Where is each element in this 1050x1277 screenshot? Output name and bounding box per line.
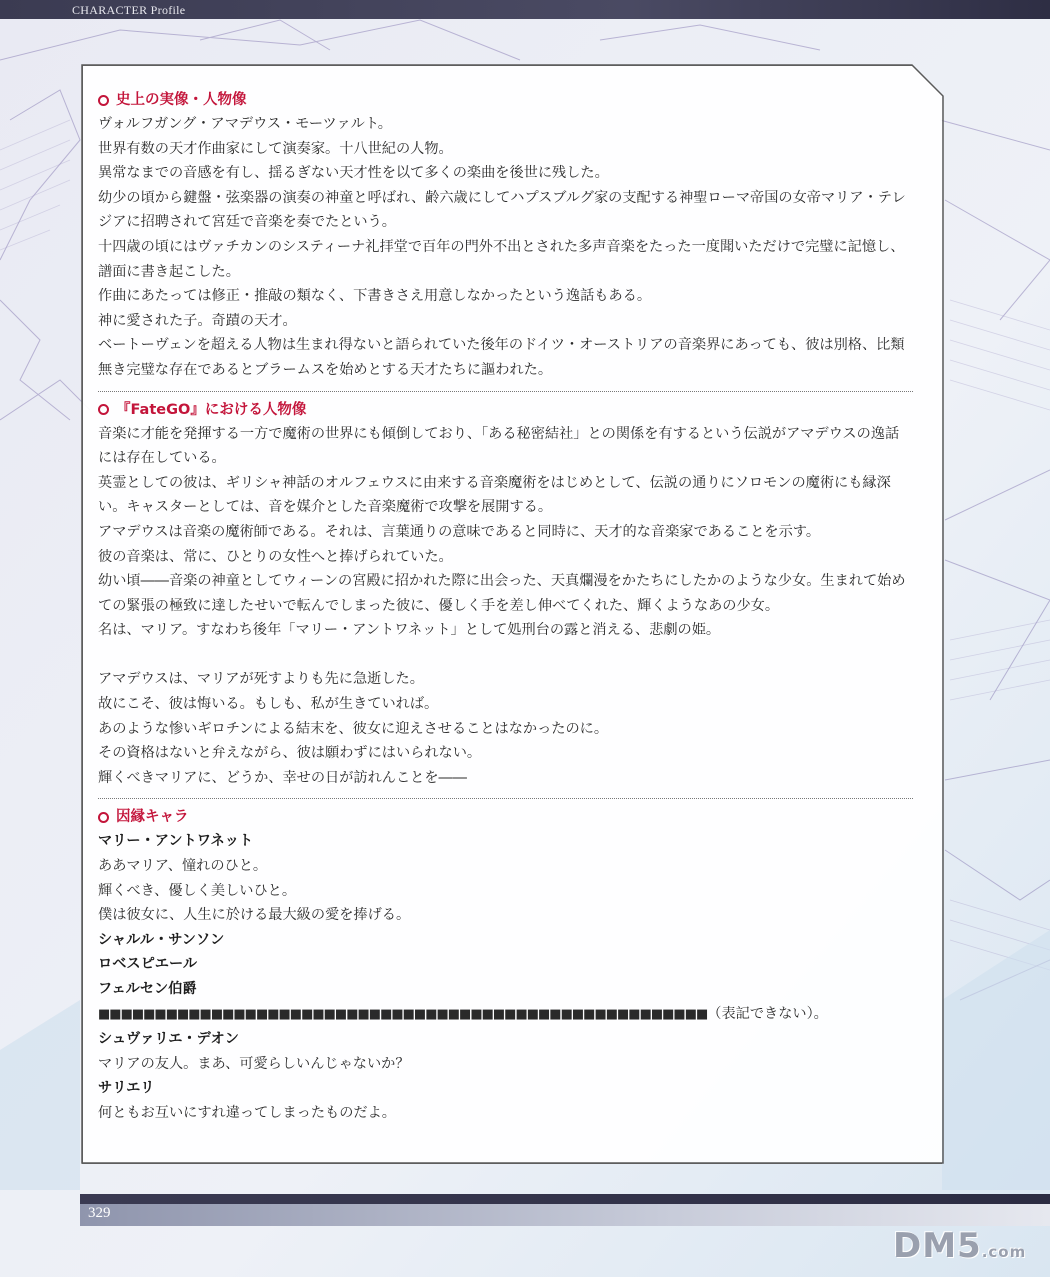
history-paragraph: ベートーヴェンを超える人物は生まれ得ないと語られていた後年のドイツ・オーストリアの音楽界にあっても、彼は別格、比類無き完璧な存在であるとブラームスを始めとする天才たちに謳われた。 <box>98 337 905 378</box>
related-character-line: ああマリア、憧れのひと。 <box>98 858 268 875</box>
redacted-note: （表記できない）。 <box>707 1005 828 1022</box>
fatego-paragraph: 名は、マリア。すなわち後年「マリー・アントワネット」として処刑台の露と消える、悲劇の姫。 <box>98 622 721 639</box>
fatego-paragraph: アマデウスは、マリアが死すよりも先に急逝した。 <box>98 671 424 688</box>
fatego-paragraph: あのような惨いギロチンによる結末を、彼女に迎えさせることはなかったのに。 <box>98 720 609 737</box>
fatego-paragraph: その資格はないと弁えながら、彼は願わずにはいられない。 <box>98 745 482 762</box>
footer-bar <box>80 1194 1050 1204</box>
related-character-name: マリー・アントワネット <box>98 833 254 850</box>
fatego-paragraph: 音楽に才能を発揮する一方で魔術の世界にも傾倒しており、「ある秘密結社」との関係を有するという伝説がアマデウスの逸話には存在している。 <box>98 425 900 467</box>
section-divider <box>98 391 913 392</box>
redacted-blocks: ■■■■■■■■■■■■■■■■■■■■■■■■■■■■■■■■■■■■■■■■■■■■■■■■■■■■■■ <box>98 1006 708 1022</box>
related-character-line: 僕は彼女に、人生に於ける最大級の愛を捧げる。 <box>98 907 411 924</box>
circle-bullet-icon <box>98 95 109 106</box>
related-character-name: フェルセン伯爵 <box>98 981 197 997</box>
history-paragraph: 異常なまでの音感を有し、揺るぎない天才性を以て多くの楽曲を後世に残した。 <box>98 165 609 182</box>
related-character-line: 輝くべき、優しく美しいひと。 <box>98 882 297 899</box>
related-character-name: シュヴァリエ・デオン <box>98 1031 239 1048</box>
history-paragraph: 作曲にあたっては修正・推敲の類なく、下書きさえ用意しなかったという逸話もある。 <box>98 288 652 305</box>
section-title-fatego: 『FateGO』における人物像 <box>98 398 913 422</box>
history-paragraph: 幼少の頃から鍵盤・弦楽器の演奏の神童と呼ばれ、齢六歳にしてハプスブルグ家の支配する神聖ローマ帝国の女帝マリア・テレジアに招聘されて宮廷で音楽を奏でたという。 <box>98 189 906 231</box>
fatego-paragraph: 幼い頃――音楽の神童としてウィーンの宮殿に招かれた際に出会った、天真爛漫をかたちにしたかのような少女。生まれて始めての緊張の極致に達したせいで転んでしまった彼に、優しく手を差し伸べてくれた、輝くようなあの少女。 <box>98 573 906 614</box>
circle-bullet-icon <box>98 812 109 823</box>
related-character-line: マリアの友人。まあ、可愛らしいんじゃないか？ <box>98 1055 410 1072</box>
fatego-paragraph: 故にこそ、彼は悔いる。もしも、私が生きていれば。 <box>98 696 439 713</box>
page-number-strip <box>80 1204 1050 1226</box>
circle-bullet-icon <box>98 404 109 415</box>
redacted-line <box>98 1002 913 1028</box>
site-watermark-logo: DM5.com <box>893 1226 1027 1266</box>
history-paragraph: 神に愛された子。奇蹟の天才。 <box>98 312 297 329</box>
related-character-name: シャルル・サンソン <box>98 931 225 948</box>
paragraph-spacer <box>98 643 913 668</box>
section-title-history: 史上の実像・人物像 <box>98 88 913 112</box>
related-character-name: サリエリ <box>98 1080 155 1097</box>
page-number: 329 <box>88 1205 111 1221</box>
fatego-paragraph: アマデウスは音楽の魔術師である。それは、言葉通りの意味であると同時に、天才的な音楽家であることを示す。 <box>98 523 821 540</box>
history-paragraph: 十四歳の頃にはヴァチカンのシスティーナ礼拝堂で百年の門外不出とされた多声音楽をたった一度聞いただけで完璧に記憶し、譜面に書き起こした。 <box>98 238 905 280</box>
related-character-name: ロベスピエール <box>98 956 198 973</box>
fatego-paragraph: 彼の音楽は、常に、ひとりの女性へと捧げられていた。 <box>98 548 453 565</box>
profile-content <box>98 88 913 1126</box>
header-label: CHARACTER Profile <box>72 3 186 17</box>
fatego-paragraph: 輝くべきマリアに、どうか、幸せの日が訪れんことを―― <box>98 769 467 786</box>
history-paragraph: 世界有数の天才作曲家にして演奏家。十八世紀の人物。 <box>98 140 453 157</box>
section-title-relations: 因縁キャラ <box>98 805 913 829</box>
fatego-paragraph: 英霊としての彼は、ギリシャ神話のオルフェウスに由来する音楽魔術をはじめとして、伝説の通りにソロモンの魔術にも縁深い。キャスターとしては、音を媒介とした音楽魔術で攻撃を展開する。 <box>98 474 891 516</box>
related-character-line: 何ともお互いにすれ違ってしまったものだよ。 <box>98 1104 396 1121</box>
section-divider <box>98 798 913 799</box>
history-paragraph: ヴォルフガング・アマデウス・モーツァルト。 <box>98 116 392 132</box>
